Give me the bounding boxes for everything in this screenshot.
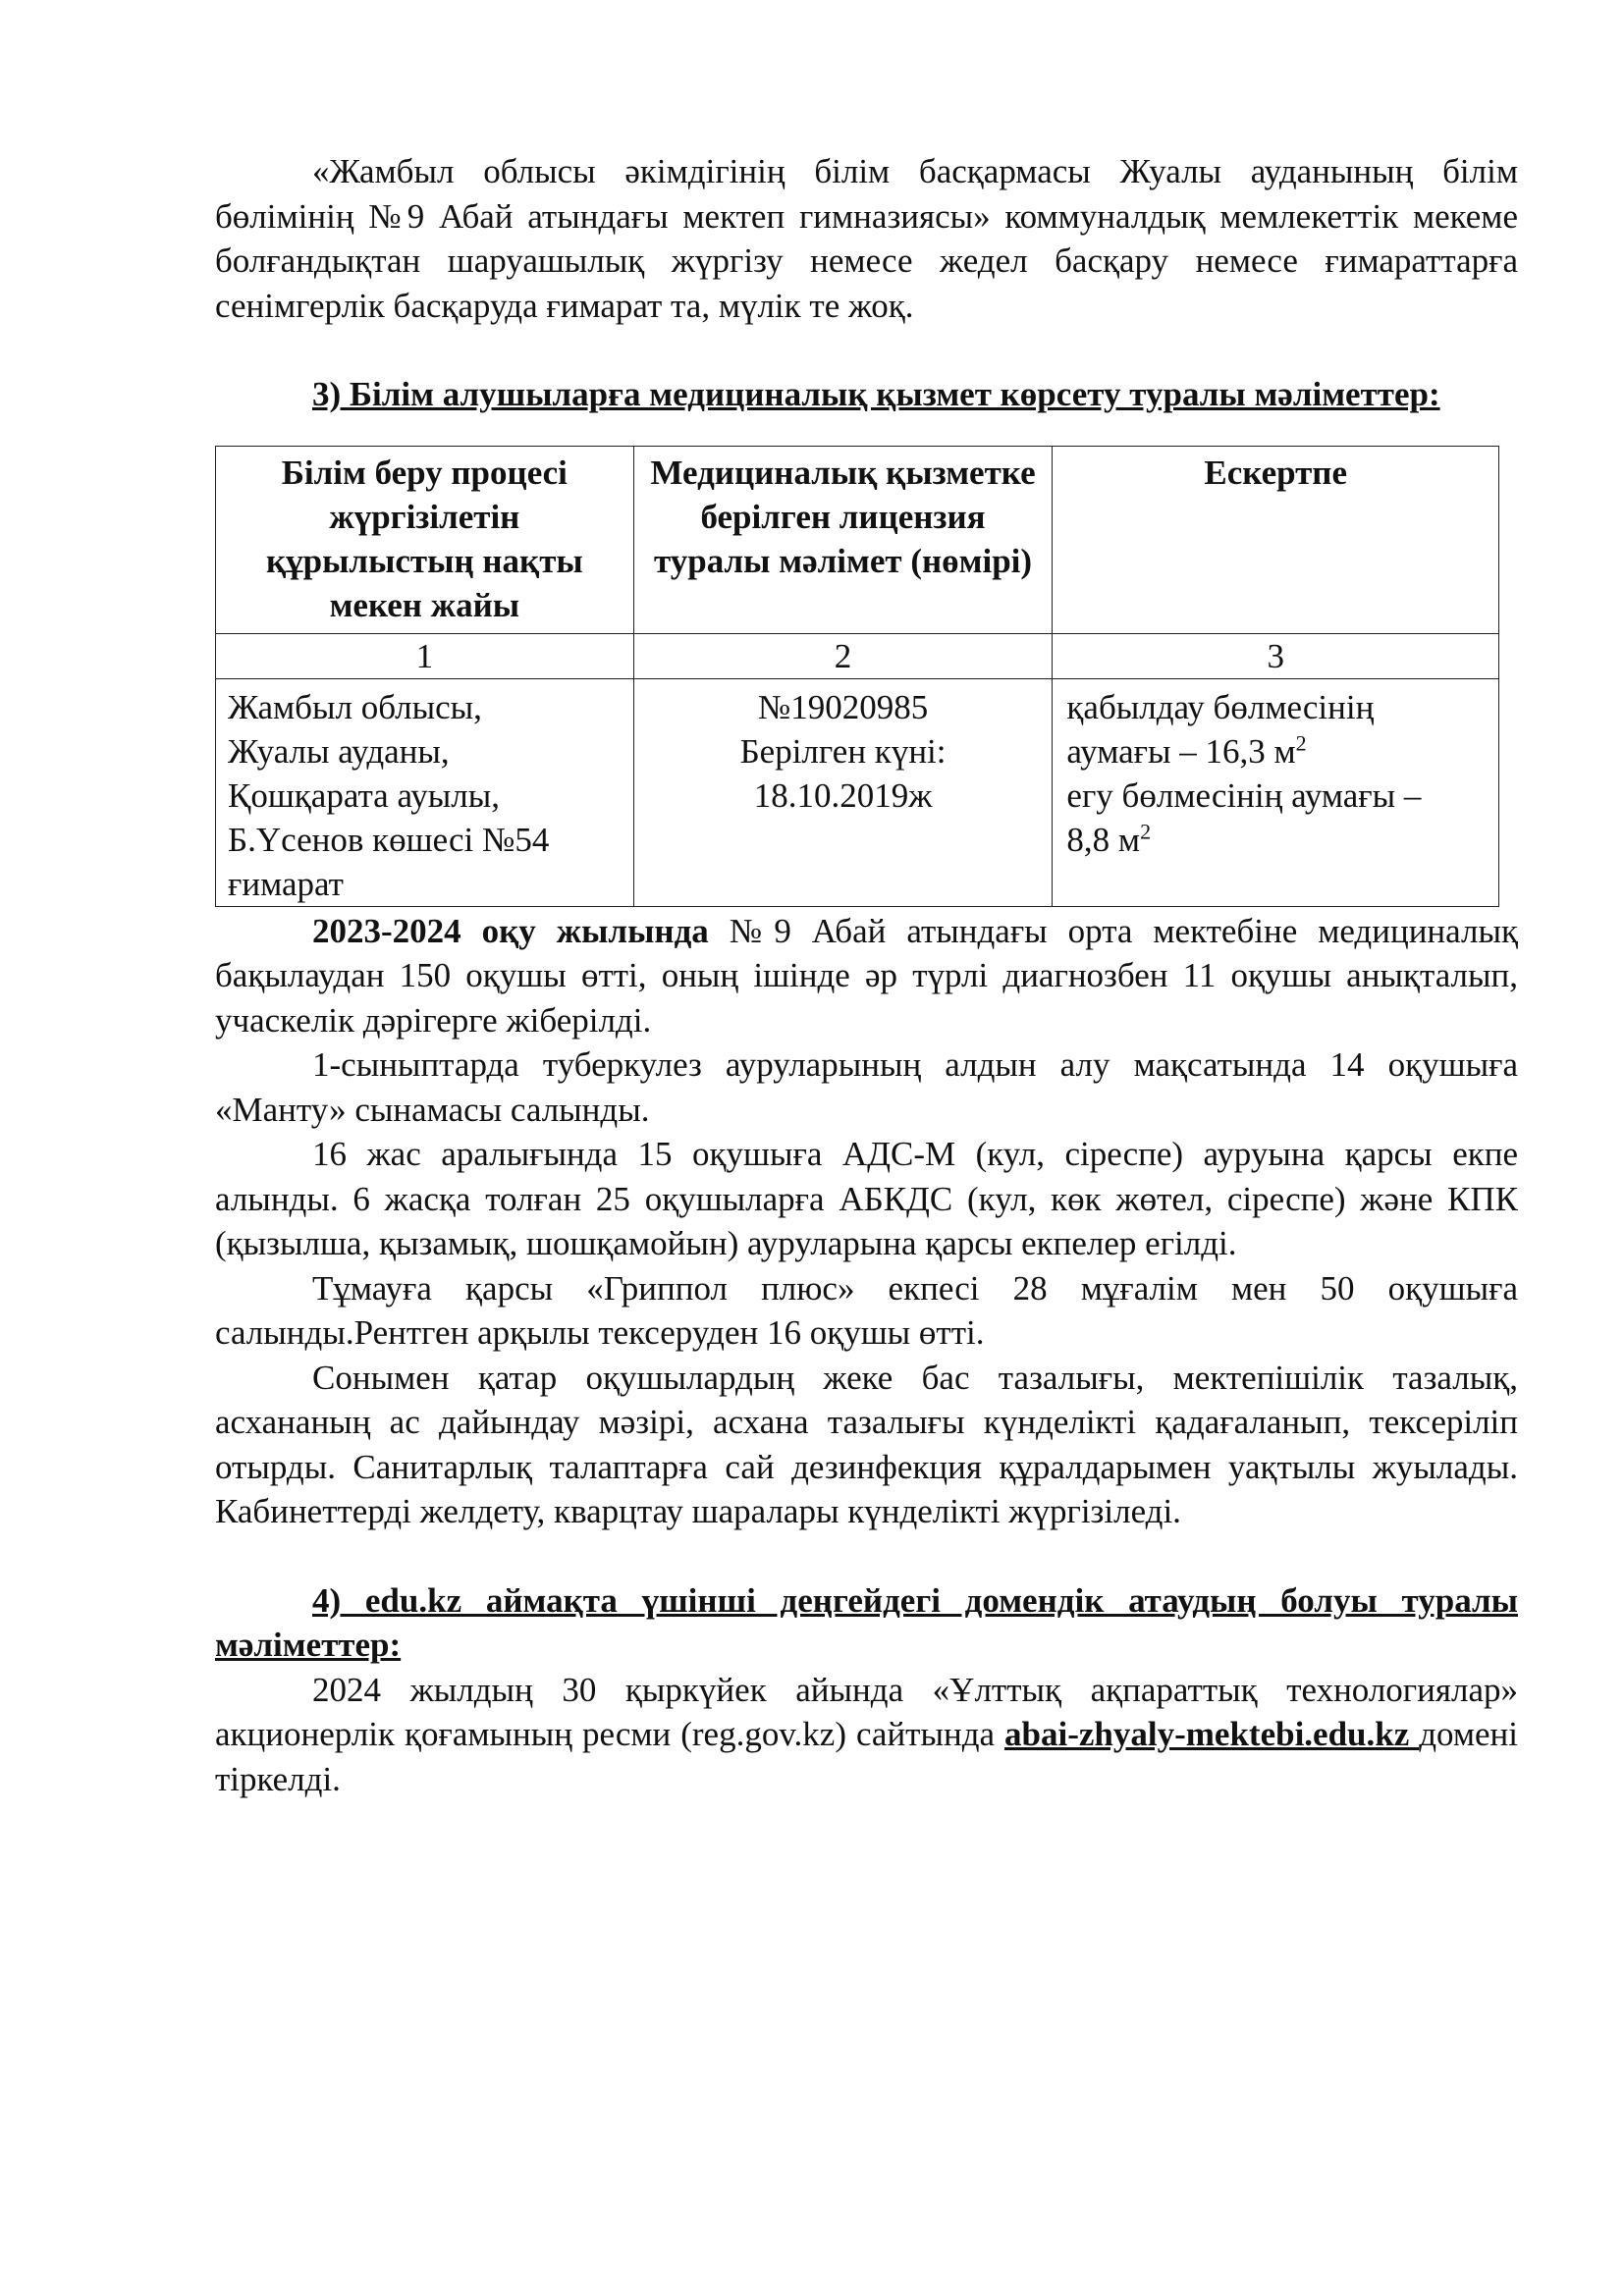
license-number: №19020985: [757, 687, 929, 726]
license-cell: [633, 678, 1053, 906]
address-line: Қошқарата ауылы,: [228, 775, 500, 815]
paragraph-flu: Тұмауға қарсы «Гриппол плюс» екпесі 28 мұғалім мен 50 оқушыға салынды.Рентген арқылы тексеруден 16 оқушы өтті.: [215, 1268, 1518, 1352]
table-row: [216, 678, 1499, 906]
note-line: қабылдау бөлмесінің: [1066, 687, 1375, 726]
document-content: [215, 149, 1518, 1801]
note-line: егу бөлмесінің аумағы –: [1066, 775, 1422, 815]
note-cell: [1053, 678, 1499, 906]
section-3-heading: 3) Білім алушыларға медициналық қызмет көрсету туралы мәліметтер:: [312, 375, 1440, 413]
address-line: Жуалы ауданы,: [228, 731, 450, 771]
header-license: Медициналық қызметке берілген лицензия туралы мәлімет (нөмірі): [633, 446, 1053, 633]
address-line: ғимарат: [228, 864, 344, 903]
address-line: Жамбыл облысы,: [228, 687, 482, 726]
license-date-label: Берілген күні:: [739, 731, 947, 771]
note-line: [1066, 818, 1485, 862]
paragraph-vaccination: 16 жас аралығында 15 оқушыға АДС-М (кул, сіреспе) ауруына қарсы екпе алынды. 6 жасқа толған 25 оқушыларға АБКДС (кул, көк жөтел, сіреспе) және КПК (қызылша, қызамық, шошқамойын) ауруларына қарсы екпелер егілді.: [215, 1135, 1518, 1262]
domain-link[interactable]: abai-zhyaly-mektebi.edu.kz: [1004, 1715, 1420, 1753]
column-number: 3: [1053, 633, 1499, 678]
superscript: 2: [1295, 729, 1307, 755]
column-number: 2: [633, 633, 1053, 678]
intro-paragraph: «Жамбыл облысы әкімдігінің білім басқармасы Жуалы ауданының білім бөлімінің №9 Абай атындағы мектеп гимназиясы» коммуналдық мемлекеттік мекеме болғандықтан шаруашылық жүргізу немесе жедел басқару немесе ғимараттарға сенімгерлік басқаруда ғимарат та, мүлік те жоқ.: [215, 152, 1518, 325]
header-address: Білім беру процесі жүргізілетін құрылыстың нақты мекен жайы: [216, 446, 634, 633]
note-area-text: 8,8 м: [1066, 820, 1141, 859]
paragraph-text: 2024 жылдың 30 қыркүйек айында «Ұлттық ақпараттық технологиялар» акционерлік қоғамының ресми (reg.gov.kz) сайтында: [215, 1670, 1518, 1753]
superscript: 2: [1140, 818, 1152, 843]
note-area-text: аумағы – 16,3 м: [1066, 731, 1296, 771]
license-date: 18.10.2019ж: [753, 775, 933, 815]
bold-text: 2023-2024 оқу жылында: [312, 911, 709, 950]
paragraph-hygiene: Сонымен қатар оқушылардың жеке бас тазалығы, мектепішілік тазалық, асхананың ас дайындау мәзірі, асхана тазалығы күнделікті қадағаланып, тексеріліп отырды. Санитарлық талаптарға сай дезинфекция құралдарымен уақтылы жуылады. Кабинеттерді желдету, кварцтау шаралары күнделікті жүргізіледі.: [215, 1358, 1518, 1530]
spacer: [215, 1534, 1518, 1578]
paragraph-text: домені тіркелді.: [215, 1715, 1518, 1798]
column-number: 1: [216, 633, 634, 678]
paragraph-mantoux: 1-сыныптарда туберкулез ауруларының алдын алу мақсатында 14 оқушыға «Манту» сынамасы салынды.: [215, 1045, 1518, 1129]
note-line: [1066, 729, 1485, 774]
section-4-heading: 4) edu.kz аймақта үшінші деңгейдегі домендік атаудың болуы туралы мәліметтер:: [215, 1580, 1518, 1664]
spacer: [215, 328, 1518, 372]
paragraph-medical-checkup: [215, 909, 1518, 1043]
address-cell: [216, 678, 634, 906]
medical-service-table: [215, 446, 1499, 907]
paragraph-domain: [215, 1668, 1518, 1802]
header-note: Ескертпе: [1053, 446, 1499, 633]
table-header-row: [216, 446, 1499, 633]
table-number-row: [216, 633, 1499, 678]
paragraph-text: №9 Абай атындағы орта мектебіне медициналық бақылаудан 150 оқушы өтті, оның ішінде әр түрлі диагнозбен 11 оқушы анықталып, учаскелік дәрігерге жіберілді.: [215, 911, 1518, 1040]
address-line: Б.Үсенов көшесі №54: [228, 820, 550, 859]
